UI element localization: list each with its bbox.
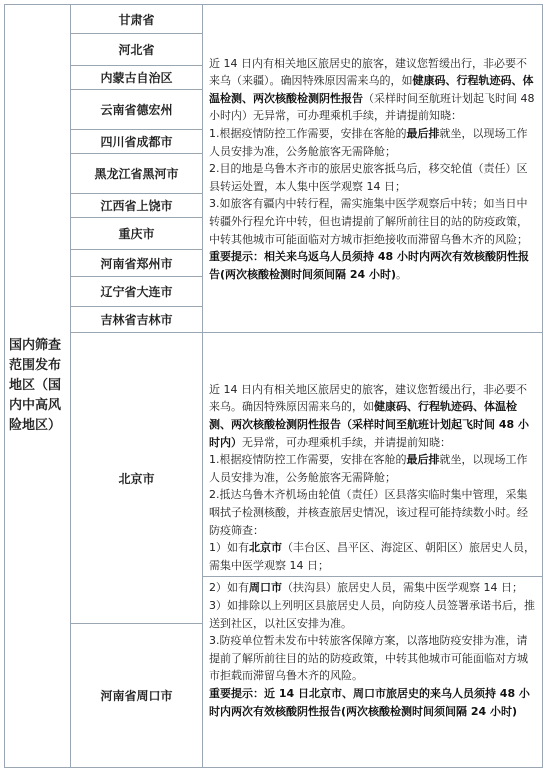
group1-notice: 重要提示：相关来乌返乌人员须持 48 小时内两次有效核酸阴性报告(两次核酸检测时间须间隔 24 小时)。 xyxy=(209,250,529,281)
policy-table xyxy=(4,4,543,768)
region-name: 黑龙江省黑河市 xyxy=(94,167,179,181)
region-cell xyxy=(71,154,203,194)
row-divider xyxy=(203,576,542,577)
region-name: 北京市 xyxy=(118,471,155,486)
scope-label: 国内筛查范围发布地区（国内中高风险地区） xyxy=(9,338,62,433)
region-cell xyxy=(71,307,203,333)
group2-rule-cell xyxy=(203,333,543,768)
group1-intro: 近 14 日内有相关地区旅居史的旅客，建议您暂缓出行，非必要不来乌（来疆）。确因特殊原因需来乌的，如健康码、行程轨迹码、体温检测、两次核酸检测阴性报告（采样时间至航班计划起飞时间 48 小时内）无异常，可办理乘机手续，并请提前知晓： xyxy=(209,56,535,123)
region-cell xyxy=(71,218,203,250)
region-name: 重庆市 xyxy=(118,227,155,241)
region-cell xyxy=(71,90,203,130)
region-name: 甘肃省 xyxy=(118,12,155,27)
region-cell xyxy=(71,130,203,154)
group2-rule-2: 2.抵达乌鲁木齐机场由轮值（责任）区县落实临时集中管理，采集咽拭子检测核酸，并核查旅居史情况，该过程可能持续数小时。经防疫筛查： xyxy=(209,488,528,537)
group1-rule-3: 3.如旅客有疆内中转行程，需实施集中医学观察后中转；如当日中转疆外行程允许中转，但也请提前了解所前往目的站的防疫政策，中转其他城市可能面临对方城市拒绝接收而滞留乌鲁木齐的风险； xyxy=(209,197,528,246)
region-cell xyxy=(71,250,203,277)
region-name: 河南省周口市 xyxy=(100,689,173,703)
group2-rule-1: 1.根据疫情防控工作需要，安排在客舱的最后排就坐，以现场工作人员安排为准，公务舱旅客无需降舱； xyxy=(209,453,528,484)
region-name: 辽宁省大连市 xyxy=(100,285,173,299)
region-cell xyxy=(71,333,203,624)
region-name: 江西省上饶市 xyxy=(100,199,173,213)
region-name: 吉林省吉林市 xyxy=(100,313,173,327)
group2-intro: 近 14 日内有相关地区旅居史的旅客，建议您暂缓出行，非必要不来乌。确因特殊原因需来乌的，如健康码、行程轨迹码、体温检测、两次核酸检测阴性报告（采样时间至航班计划起飞时间 48 小时内）无异常，可办理乘机手续，并请提前知晓： xyxy=(209,382,529,449)
region-name: 四川省成都市 xyxy=(100,135,173,149)
group2-rule-2-2: 2）如有周口市（扶沟县）旅居史人员，需集中医学观察 14 日； xyxy=(209,581,523,595)
region-name: 内蒙古自治区 xyxy=(100,71,173,85)
scope-label-cell xyxy=(5,5,71,768)
region-cell xyxy=(71,34,203,66)
region-cell xyxy=(71,194,203,218)
region-name: 河南省郑州市 xyxy=(100,256,173,271)
group1-rule-1: 1.根据疫情防控工作需要，安排在客舱的最后排就坐，以现场工作人员安排为准，公务舱旅客无需降舱； xyxy=(209,127,528,158)
region-cell xyxy=(71,66,203,90)
region-name: 河北省 xyxy=(118,43,155,57)
region-name: 云南省德宏州 xyxy=(100,103,173,117)
group2-notice: 重要提示：近 14 日北京市、周口市旅居史的来乌人员须持 48 小时内两次有效核酸阴性报告(两次核酸检测时间须间隔 24 小时) xyxy=(209,686,530,718)
group2-rule-2-3: 3）如排除以上列明区县旅居史人员，向防疫人员签署承诺书后，推送到社区，以社区安排为准。 xyxy=(209,598,535,630)
group1-rule-2: 2.目的地是乌鲁木齐市的旅居史旅客抵乌后，移交轮值（责任）区县转运处置，本人集中医学观察 14 日； xyxy=(209,162,528,193)
group1-rule-cell xyxy=(203,5,543,333)
region-cell xyxy=(71,624,203,768)
group2-rule-3: 3.防疫单位暂未发布中转旅客保障方案，以落地防疫安排为准，请提前了解所前往目的站的防疫政策，中转其他城市可能面临对方城市拒载而滞留乌鲁木齐的风险。 xyxy=(209,634,528,683)
region-cell xyxy=(71,5,203,34)
group2-rule-2-1: 1）如有北京市（丰台区、昌平区、海淀区、朝阳区）旅居史人员，需集中医学观察 14 日； xyxy=(209,541,535,572)
region-cell xyxy=(71,277,203,307)
